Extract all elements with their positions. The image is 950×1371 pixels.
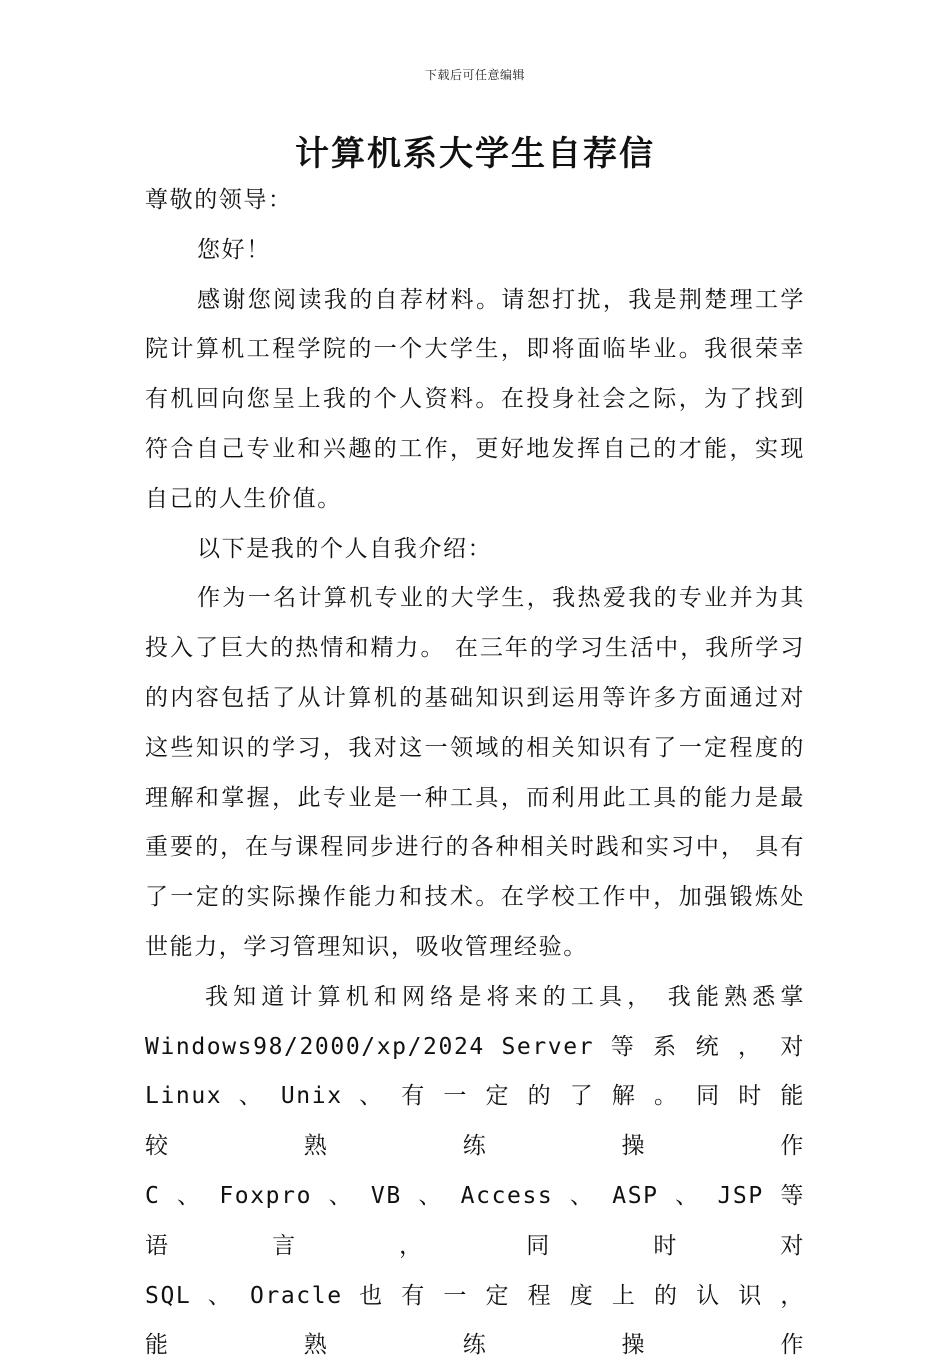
skills-line-1: 我知道计算机和网络是将来的工具， 我能熟悉掌: [205, 983, 805, 1010]
paragraph-intro: 感谢您阅读我的自荐材料。请恕打扰，我是荆楚理工学院计算机工程学院的一个大学生，即将面临毕业。我很荣幸有机回向您呈上我的个人资料。在投身社会之际，为了找到符合自己专业和兴趣的工作，更好地发挥自己的才能，实现自己的人生价值。: [145, 286, 805, 512]
skills-line-2: Windows98/2000/xp/2024 Server 等 系 统 ， 对: [145, 1033, 805, 1060]
document-title: 计算机系大学生自荐信: [295, 134, 655, 174]
skills-line-3: Linux 、 Unix 、 有 一 定 的 了 解 。 同 时 能 较 熟 练 操 作: [145, 1083, 805, 1160]
salutation: 尊敬的领导：: [145, 187, 293, 213]
skills-line-4: C 、 Foxpro 、 VB 、 Access 、 ASP 、 JSP 等 语 言 ， 同 时 对: [145, 1182, 805, 1259]
paragraph-skills: [145, 973, 805, 1371]
paragraph-self-intro-heading: 以下是我的个人自我介绍：: [197, 535, 493, 562]
header-note: 下载后可任意编辑: [424, 68, 525, 82]
letter-body: [145, 176, 805, 1371]
greeting: 您好！: [197, 236, 271, 263]
skills-line-5: SQL 、 Oracle 也 有 一 定 程 度 上 的 认 识 ， 能 熟 练 操 作: [145, 1282, 805, 1359]
paragraph-major: 作为一名计算机专业的大学生，我热爱我的专业并为其投入了巨大的热情和精力。 在三年的学习生活中，我所学习的内容包括了从计算机的基础知识到运用等许多方面通过对这些知识的学习，我对这一领域的相关知识有了一定程度的理解和掌握，此专业是一种工具，而利用此工具的能力是最重要的，在与课程同步进行的各种相关时践和实习中， 具有了一定的实际操作能力和技术。在学校工作中，加强锻炼处世能力，学习管理知识，吸收管理经验。: [145, 585, 805, 960]
